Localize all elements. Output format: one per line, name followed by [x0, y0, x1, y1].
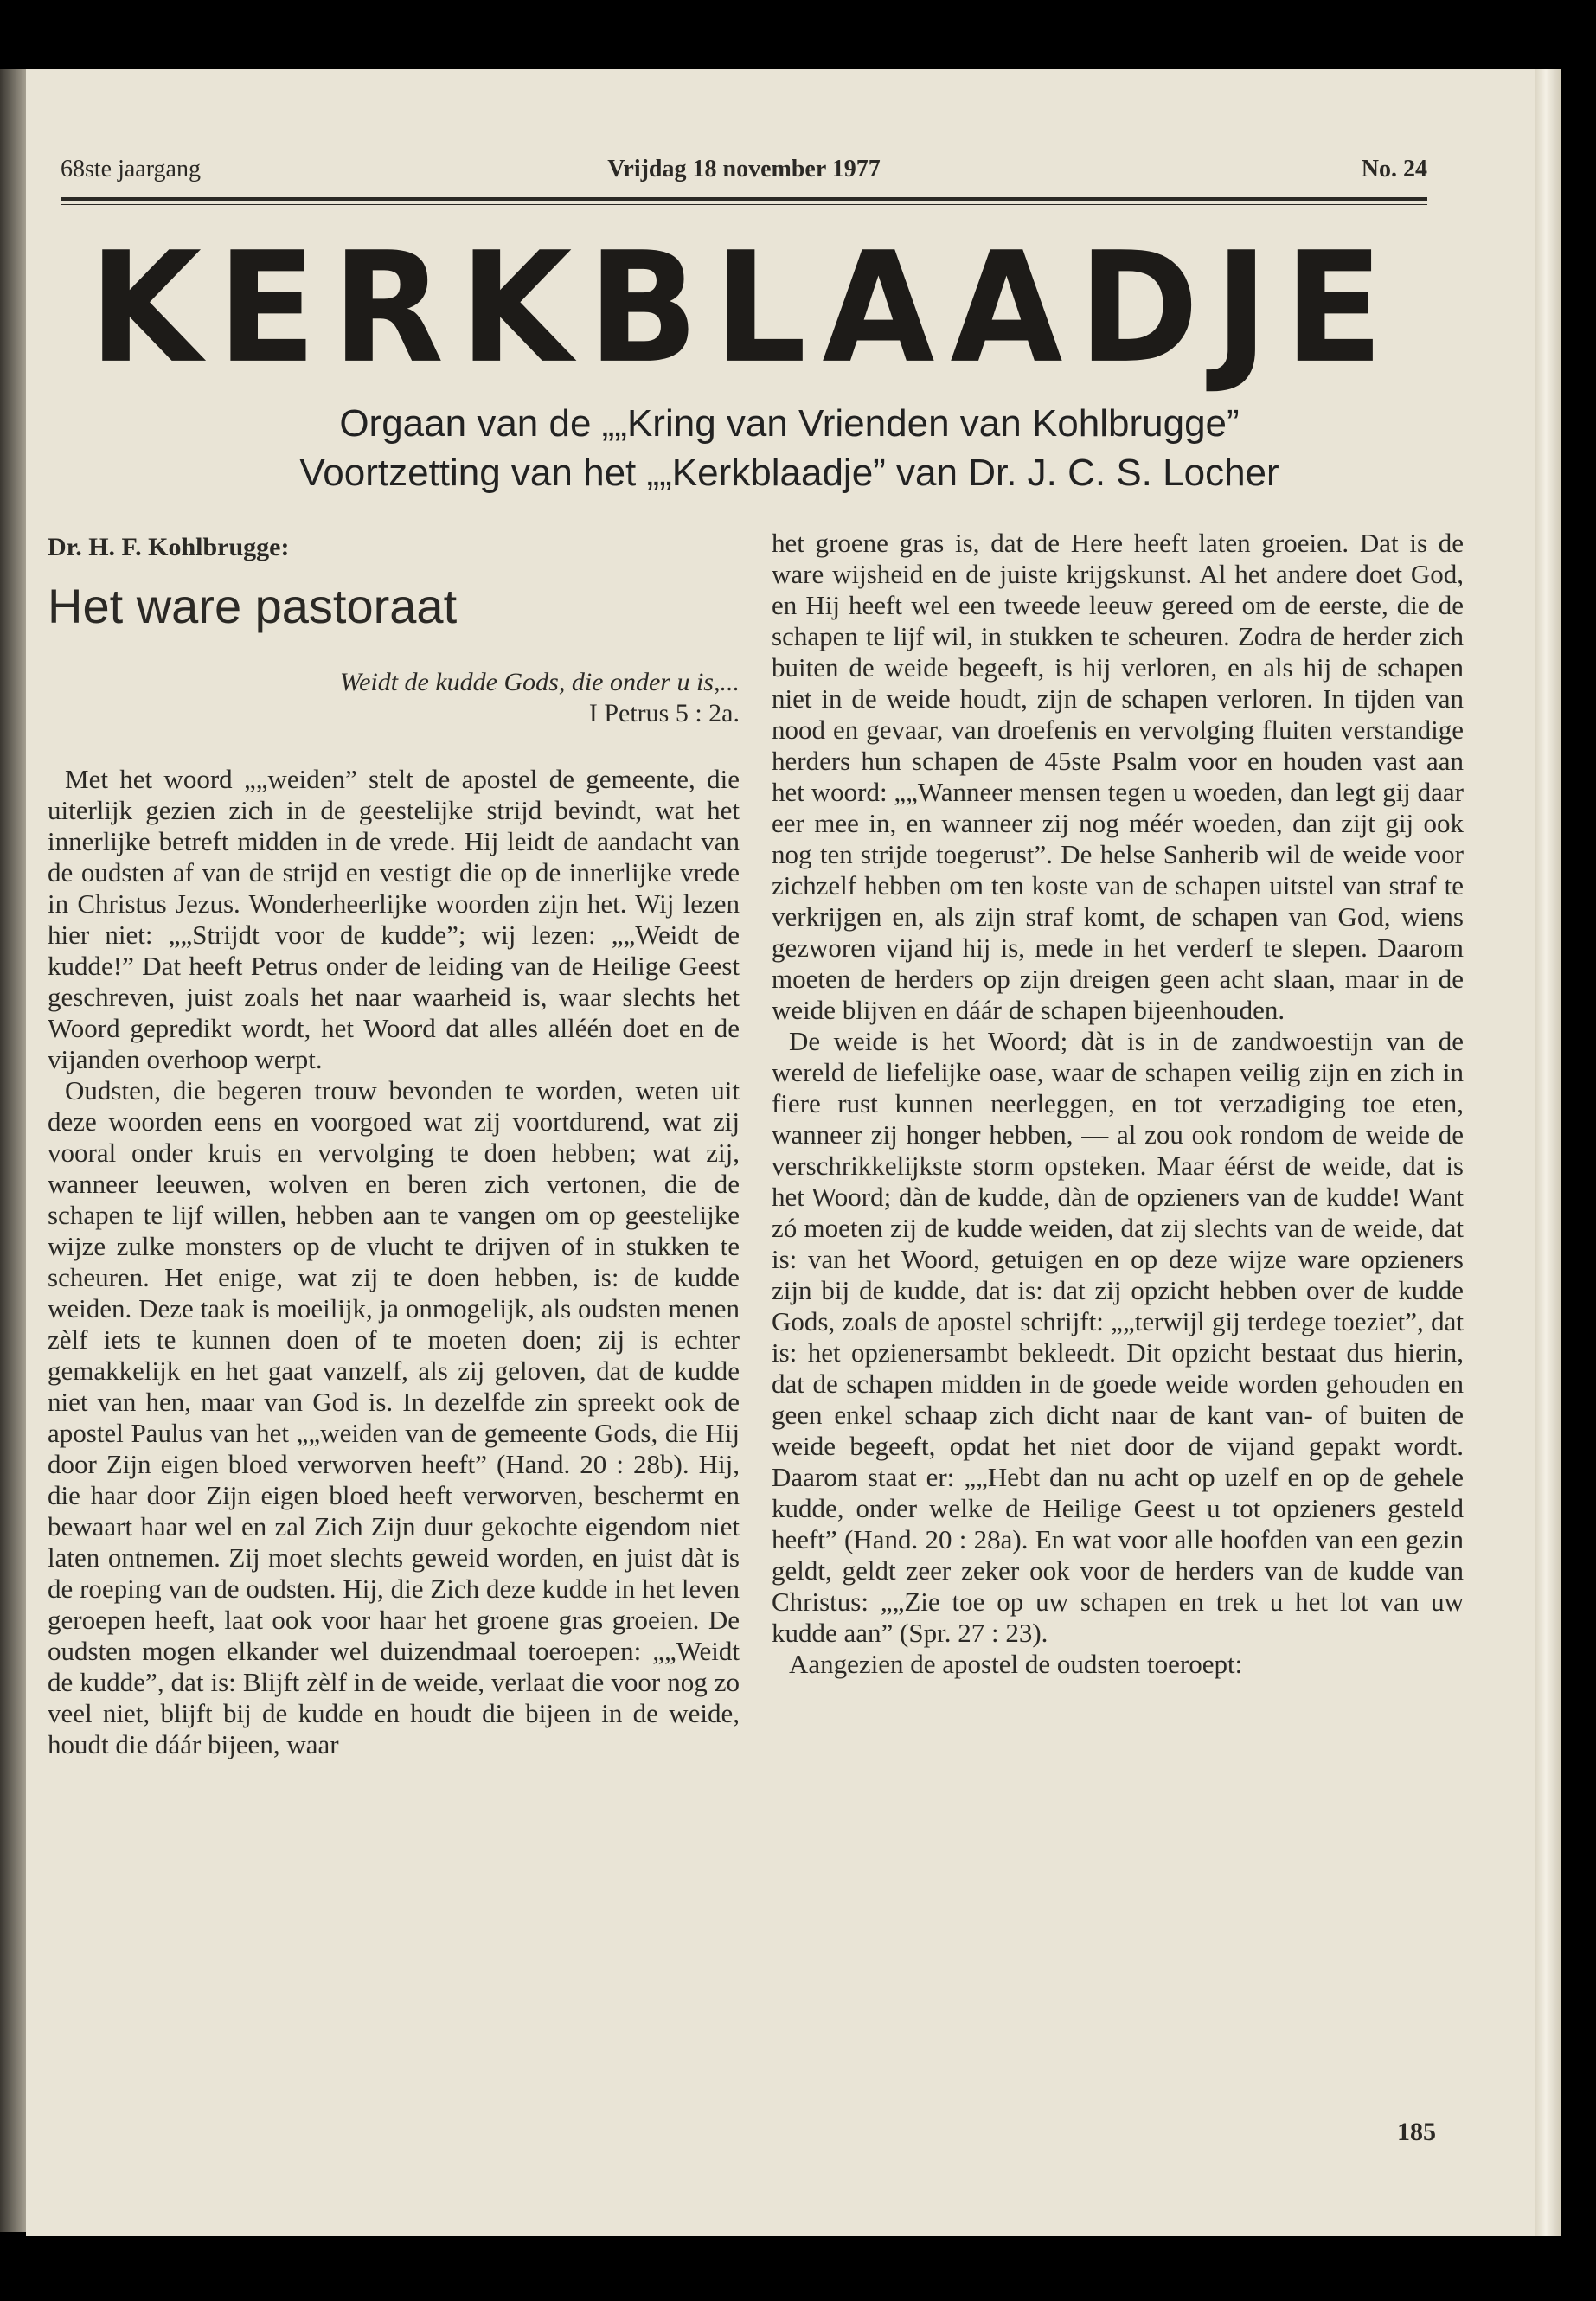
paragraph: Met het woord „„weiden” stelt de apostel de gemeente, die uiterlijk gezien zich in de geestelijke strijd bevindt, wat het innerlijke betreft midden in de vrede. Hij leidt de aandacht van de oudsten af van de strijd en vestigt die op de innerlijke vrede in Christus Jezus. Wonderheerlijke woorden zijn het. Wij lezen hier niet: „„Strijdt voor de kudde”; wij lezen: „„Weidt de kudde!” Dat heeft Petrus onder de leiding van de Heilige Geest geschreven, juist zoals het naar waarheid is, waar slechts het Woord gepredikt wordt, het Woord dat alles alléén doet en de vijanden overhoop werpt. [48, 764, 740, 1074]
volume-label: 68ste jaargang [61, 156, 201, 183]
article-title: Het ware pastoraat [48, 579, 458, 633]
page-edge [1535, 69, 1561, 2236]
paragraph: Oudsten, die begeren trouw bevonden te worden, weten uit deze woorden eens en voorgoed wat zij voortdurend, wat zij vooral onder kruis en vervolging te doen hebben; wat zij, wanneer leeuwen, wolven en beren zich vertonen, die de schapen te lijf willen, hebben aan te vangen om op geestelijke wijze zulke monsters op de vlucht te drijven of in stukken te scheuren. Het enige, wat zij te doen hebben, is: de kudde weiden. Deze taak is moeilijk, ja onmogelijk, als oudsten menen zèlf iets te kunnen doen of te moeten doen; zij is echter gemakkelijk en het gaat vanzelf, als zij geloven, dat de kudde niet van hen, maar van God is. In dezelfde zin spreekt ook de apostel Paulus van het „„weiden van de gemeente Gods, die Hij door Zijn eigen bloed verworven heeft” (Hand. 20 : 28b). Hij, die haar door Zijn eigen bloed heeft verworven, beschermt en bewaart haar wel en zal Zich Zijn duur gekochte eigendom niet laten ontnemen. Zij moet slechts geweid worden, en juist dàt is de roeping van de oudsten. Hij, die Zich deze kudde in het leven geroepen heeft, laat ook voor haar het groene gras groeien. De oudsten mogen elkander wel duizendmaal toeroepen: „„Weidt de kudde”, dat is: Blijft zèlf in de weide, verlaat die voor nog zo veel niet, blijft bij de kudde en houdt die bijeen in de weide, houdt die dáár bijeen, waar [48, 1075, 740, 1759]
motto-reference: I Petrus 5 : 2a. [588, 699, 740, 727]
paragraph: het groene gras is, dat de Here heeft laten groeien. Dat is de ware wijsheid en de juiste krijgskunst. Al het andere doet God, en Hij heeft wel een tweede leeuw gereed om de eerste, die de schapen te lijf wil, in stukken te scheuren. Zodra de herder zich buiten de weide begeeft, is hij verloren, en als hij de schapen niet in de weide houdt, zijn de schapen verloren. In tijden van nood en gevaar, van droefenis en vervolging fluiten verstandige herders hun schapen de 45ste Psalm voor en houden vast aan het woord: „„Wanneer mensen tegen u woeden, dan legt gij daar eer mee in, en wanneer zij nog méér woeden, dan zijt gij ook nog ten strijde toegerust”. De helse Sanherib wil de weide voor zichzelf hebben om ten koste van de schapen uitstel van straf te verkrijgen en, als zijn straf komt, de schapen van God, wiens gezworen vijand hij is, mede in het verderf te slepen. Daarom moeten de herders op zijn dreigen geen acht slaan, maar in de weide blijven en dáár de schapen bijeenhouden. [772, 528, 1464, 1025]
subtitle-organ: Orgaan van de „„Kring van Vrienden van Kohlbrugge” [339, 402, 1240, 445]
right-column [772, 528, 1464, 1680]
article-motto: Weidt de kudde Gods, die onder u is,... [339, 668, 740, 696]
page-number: 185 [1397, 2118, 1436, 2146]
paragraph: De weide is het Woord; dàt is in de zandwoestijn van de wereld de liefelijke oase, waar de schapen veilig zijn en zich in fiere rust kunnen neerleggen, en tot verzadiging toe eten, wanneer zij honger hebben, — al zou ook rondom de weide de verschrikkelijkste storm opsteken. Maar éérst de weide, dat is het Woord; dàn de kudde, dàn de opzieners van de kudde! Want zó moeten zij de kudde weiden, dat zij slechts van de weide, dat is: van het Woord, getuigen en op deze wijze ware opzieners zijn bij de kudde, dat is: dat zij opzicht hebben over de kudde Gods, zoals de apostel schrijft: „„terwijl gij terdege toeziet”, dat is: het opzienersambt bekleedt. Dit opzicht bestaat dus hierin, dat de schapen midden in de goede weide worden gehouden en geen enkel schaap zich dicht naar de kant van- of buiten de weide begeeft, opdat het niet door de vijand gepakt wordt. Daarom staat er: „„Hebt dan nu acht op uzelf en op de gehele kudde, onder welke de Heilige Geest u tot opzieners gesteld heeft” (Hand. 20 : 28a). En wat voor alle hoofden van een gezin geldt, geldt zeer zeker ook voor de herders van de kudde van Christus: „„Zie toe op uw schapen en trek u het lot van uw kudde aan” (Spr. 27 : 23). [772, 1026, 1464, 1648]
header-rule-thin [61, 204, 1427, 205]
masthead-title: KERKBLAADJE [88, 219, 1400, 397]
issue-header [61, 156, 1427, 190]
subtitle-continuation: Voortzetting van het „„Kerkblaadje” van Dr. J. C. S. Locher [299, 452, 1279, 494]
left-column [48, 532, 740, 1760]
paragraph: Aangezien de apostel de oudsten toeroept: [789, 1649, 1243, 1679]
header-rule-thick [61, 197, 1427, 201]
article-author: Dr. H. F. Kohlbrugge: [48, 533, 290, 561]
issue-number: No. 24 [1361, 156, 1427, 183]
newspaper-page [26, 69, 1553, 2236]
date-label: Vrijdag 18 november 1977 [607, 156, 881, 183]
